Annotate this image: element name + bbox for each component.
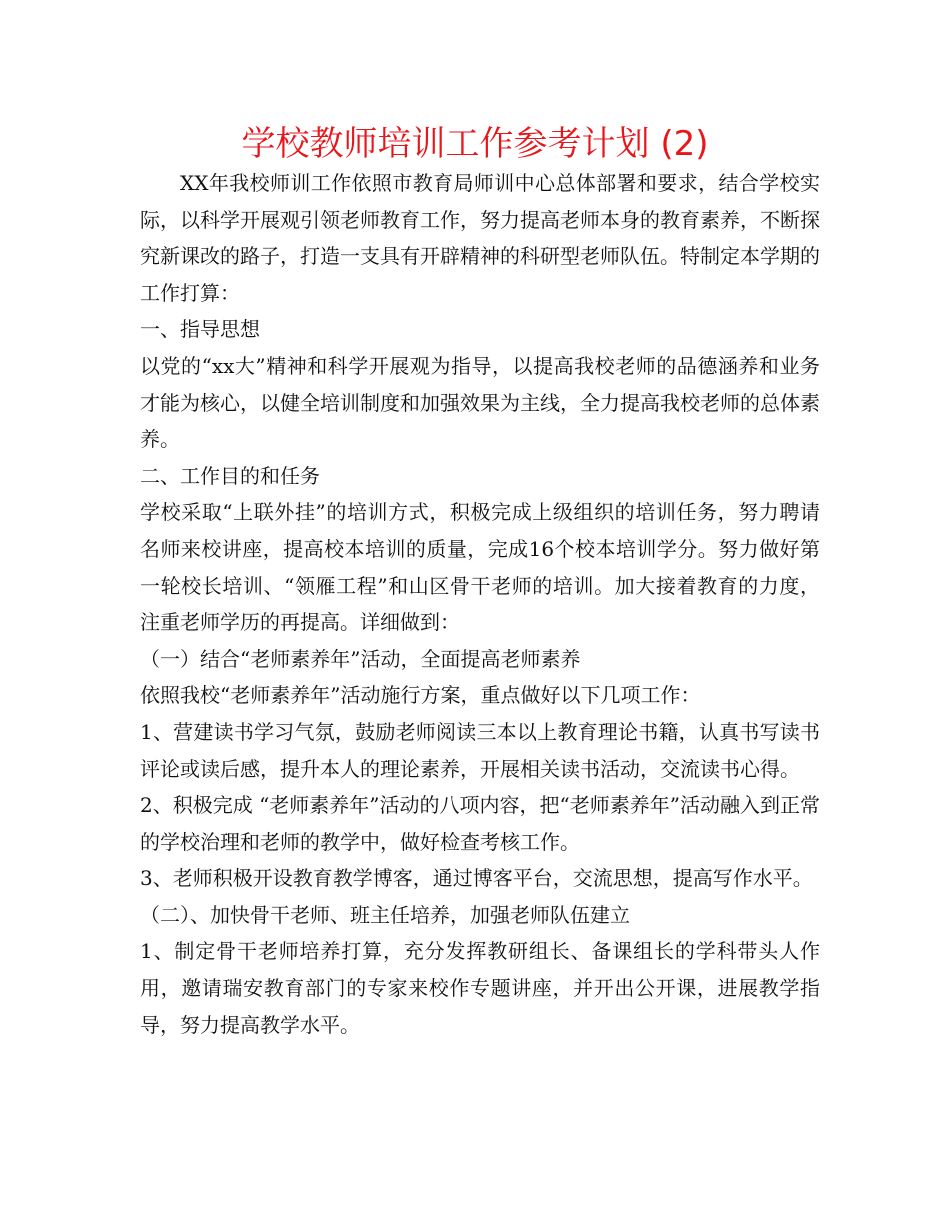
list-item-reading: 1、营建读书学习气氛，鼓励老师阅读三本以上教育理论书籍，认真书写读书评论或读后感，提升本人的理论素养，开展相关读书活动，交流读书心得。 [140,719,820,781]
subheading-backbone-teachers: （二）、加快骨干老师、班主任培养，加强老师队伍建立 [140,902,630,927]
heading-guiding-ideology: 一、指导思想 [140,317,260,342]
paragraph-goals-tasks: 学校采取“上联外挂”的培训方式，积极完成上级组织的培训任务，努力聘请名师来校讲座，提高校本培训的质量，完成16个校本培训学分。努力做好第一轮校长培训、“领雁工程”和山区骨干老师的培训。加大接着教育的力度，注重老师学历的再提高。详细做到： [140,500,820,635]
document-body [140,165,820,1043]
list-item-backbone-plan: 1、制定骨干老师培养打算，充分发挥教研组长、备课组长的学科带头人作用，邀请瑞安教育部门的专家来校作专题讲座，并开出公开课，进展教学指导，努力提高教学水平。 [140,939,820,1037]
heading-goals-tasks: 二、工作目的和任务 [140,463,320,488]
paragraph-quality-year-plan: 依照我校“老师素养年”活动施行方案，重点做好以下几项工作： [140,683,701,708]
document-title: 学校教师培训工作参考计划 (2) [241,124,709,164]
paragraph-guiding-ideology: 以党的“xx大”精神和科学开展观为指导，以提高我校老师的品德涵养和业务才能为核心，以健全培训制度和加强效果为主线，全力提高我校老师的总体素养。 [140,353,820,452]
list-item-blog: 3、老师积极开设教育教学博客，通过博客平台，交流思想，提高写作水平。 [140,866,813,891]
paragraph-intro: XX年我校师训工作依照市教育局师训中心总体部署和要求，结合学校实际，以科学开展观引领老师教育工作，努力提高老师本身的教育素养，不断探究新课改的路子，打造一支具有开辟精神的科研型老师队伍。特制定本学期的工作打算： [140,171,820,305]
subheading-teacher-quality-year: （一）结合“老师素养年”活动，全面提高老师素养 [140,646,581,671]
list-item-eight-items: 2、积极完成 “老师素养年”活动的八项内容，把“老师素养年”活动融入到正常的学校治理和老师的教学中，做好检查考核工作。 [140,793,820,854]
